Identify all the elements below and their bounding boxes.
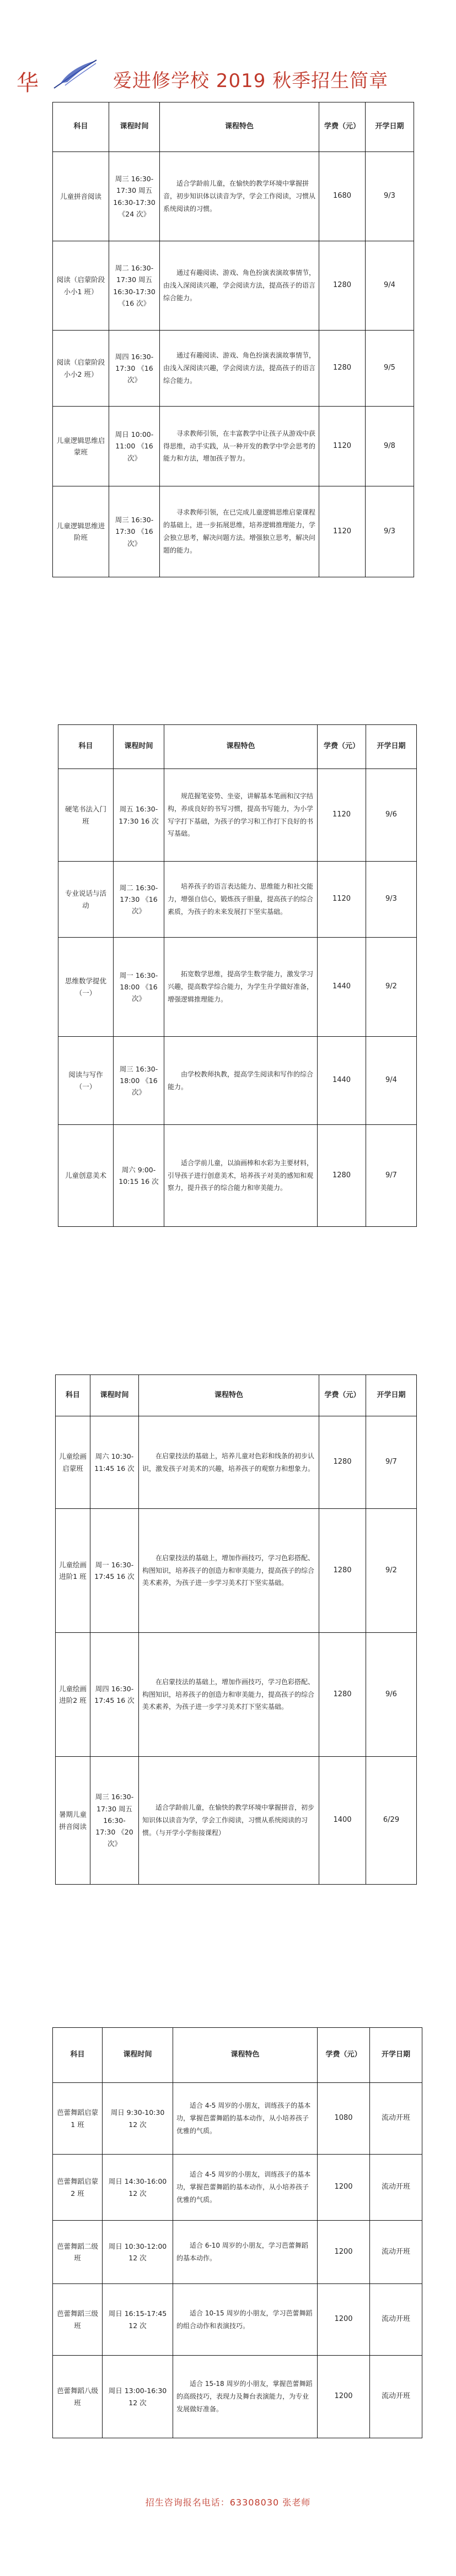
course-feature: 培养孩子的语言表达能力、思维能力和社交能力，增强自信心，锻炼孩子胆量，提高孩子的综合素质，为孩子的未来发展打下坚实基础。 (164, 862, 318, 938)
course-time: 周三 16:30-17:30 周五 16:30-17:30 《20 次》 (90, 1757, 139, 1885)
course-fee: 1280 (318, 1125, 366, 1227)
course-feature: 拓宽数学思维，提高学生数学能力，激发学习兴趣，提高数学综合能力，为学生升学做好准备，增强逻辑推理能力。 (164, 938, 318, 1037)
course-feature: 适合学龄前儿童，在愉快的教学环境中掌握拼音，初步知识体以读音为学，学会工作阅读，习惯从系统阅读的习惯。（与开学小学衔接课程） (139, 1757, 319, 1885)
table-row (53, 241, 414, 331)
course-feature: 适合 4-5 周岁的小朋友，训练孩子的基本功，掌握芭蕾舞蹈的基本动作，从小培养孩子优雅的气质。 (173, 2155, 318, 2221)
table-row (56, 1509, 417, 1633)
course-fee: 1120 (319, 407, 366, 486)
course-time: 周一 16:30-18:00 《16 次》 (114, 938, 164, 1037)
course-time: 周三 16:30-17:30 周五 16:30-17:30 《24 次》 (109, 152, 160, 241)
course-time: 周六 10:30-11:45 16 次 (90, 1416, 139, 1509)
school-logo-char: 华 (17, 71, 39, 96)
course-start: 6/29 (366, 1757, 417, 1885)
course-subject: 阅读（启蒙阶段小小2 班） (53, 331, 109, 407)
header-fee: 学费（元） (318, 725, 366, 769)
table-row (56, 1633, 417, 1757)
table-row (58, 769, 417, 862)
course-start: 9/7 (366, 1125, 417, 1227)
course-feature: 在启蒙技法的基础上，培养儿童对色彩和线条的初步认识，激发孩子对美术的兴趣，培养孩子的观察力和想象力。 (139, 1416, 319, 1509)
course-subject: 儿童逻辑思维进阶班 (53, 486, 109, 577)
course-fee: 1280 (319, 331, 366, 407)
header-time: 课程时间 (109, 102, 160, 152)
header-feature: 课程特色 (173, 2028, 318, 2083)
course-time: 周日 16:15-17:45 12 次 (103, 2284, 173, 2356)
course-subject: 专业说话与活动 (58, 862, 114, 938)
course-subject: 儿童创意美术 (58, 1125, 114, 1227)
table-row (53, 2083, 422, 2155)
course-subject: 儿童逻辑思维启蒙班 (53, 407, 109, 486)
course-start: 9/5 (366, 331, 414, 407)
course-feature: 通过有趣阅读、游戏、角色扮演表演故事情节，由浅入深阅读兴趣，学会阅读方法，提高孩子的语言综合能力。 (160, 331, 319, 407)
table-row (58, 862, 417, 938)
table-header-row (56, 1375, 417, 1416)
page-header (0, 58, 456, 96)
course-start: 流动开班 (370, 2155, 422, 2221)
course-feature: 适合 10-15 周岁的小朋友，学习芭蕾舞蹈的组合动作和表演技巧。 (173, 2284, 318, 2356)
course-table-1 (52, 102, 414, 577)
header-time: 课程时间 (114, 725, 164, 769)
course-subject: 儿童绘画启蒙班 (56, 1416, 90, 1509)
course-table-2 (58, 724, 417, 1227)
header-subject: 科目 (56, 1375, 90, 1416)
table-header-row (53, 102, 414, 152)
course-start: 9/3 (366, 486, 414, 577)
course-fee: 1200 (318, 2221, 370, 2284)
course-start: 9/2 (366, 1509, 417, 1633)
course-start: 流动开班 (370, 2083, 422, 2155)
course-start: 9/2 (366, 938, 417, 1037)
table-row (58, 1125, 417, 1227)
course-table-3 (55, 1374, 417, 1885)
course-start: 流动开班 (370, 2356, 422, 2438)
table-row (53, 152, 414, 241)
course-subject: 阅读（启蒙阶段小小1 班） (53, 241, 109, 331)
course-time: 周三 16:30-17:30 《16 次》 (109, 486, 160, 577)
course-fee: 1120 (319, 486, 366, 577)
course-subject: 芭蕾舞蹈启蒙2 班 (53, 2155, 103, 2221)
course-time: 周二 16:30-17:30 周五 16:30-17:30 《16 次》 (109, 241, 160, 331)
table-row (58, 1037, 417, 1125)
contact-footer: 招生咨询报名电话：63308030 张老师 (145, 2497, 311, 2508)
course-fee: 1200 (318, 2155, 370, 2221)
course-start: 流动开班 (370, 2284, 422, 2356)
course-feature: 由学校教师执教，提高学生阅读和写作的综合能力。 (164, 1037, 318, 1125)
course-time: 周三 16:30-18:00 《16 次》 (114, 1037, 164, 1125)
table-row (53, 2155, 422, 2221)
course-fee: 1200 (318, 2356, 370, 2438)
course-start: 9/4 (366, 241, 414, 331)
course-fee: 1680 (319, 152, 366, 241)
table-row (53, 2284, 422, 2356)
header-start: 开学日期 (370, 2028, 422, 2083)
course-fee: 1080 (318, 2083, 370, 2155)
course-start: 流动开班 (370, 2221, 422, 2284)
course-subject: 儿童绘画进阶1 班 (56, 1509, 90, 1633)
course-table-4 (52, 2027, 422, 2438)
header-feature: 课程特色 (160, 102, 319, 152)
course-fee: 1120 (318, 769, 366, 862)
course-fee: 1280 (319, 1633, 366, 1757)
course-subject: 儿童拼音阅读 (53, 152, 109, 241)
course-start: 9/8 (366, 407, 414, 486)
course-feature: 适合学前儿童，以油画棒和水彩为主要材料，引导孩子进行创意美术，培养孩子对美的感知和观察力，提升孩子的综合能力和审美能力。 (164, 1125, 318, 1227)
header-fee: 学费（元） (318, 2028, 370, 2083)
course-subject: 硬笔书法入门班 (58, 769, 114, 862)
course-subject: 芭蕾舞蹈八级班 (53, 2356, 103, 2438)
course-feature: 在启蒙技法的基础上，增加作画技巧，学习色彩搭配、构图知识，培养孩子的创造力和审美能力，提高孩子的综合美术素养，为孩子进一步学习美术打下坚实基础。 (139, 1509, 319, 1633)
course-start: 9/6 (366, 1633, 417, 1757)
table-row (53, 486, 414, 577)
course-time: 周二 16:30-17:30 《16 次》 (114, 862, 164, 938)
course-time: 周日 14:30-16:00 12 次 (103, 2155, 173, 2221)
table-header-row (53, 2028, 422, 2083)
header-start: 开学日期 (366, 102, 414, 152)
course-fee: 1280 (319, 241, 366, 331)
course-start: 9/6 (366, 769, 417, 862)
course-fee: 1120 (318, 862, 366, 938)
course-start: 9/3 (366, 152, 414, 241)
table-header-row (58, 725, 417, 769)
table-row (56, 1416, 417, 1509)
course-start: 9/7 (366, 1416, 417, 1509)
table-row (53, 2356, 422, 2438)
table-row (53, 2221, 422, 2284)
course-time: 周一 16:30-17:45 16 次 (90, 1509, 139, 1633)
course-time: 周四 16:30-17:30 《16 次》 (109, 331, 160, 407)
course-fee: 1280 (319, 1416, 366, 1509)
course-subject: 思维数学提优（一） (58, 938, 114, 1037)
header-subject: 科目 (58, 725, 114, 769)
course-fee: 1280 (319, 1509, 366, 1633)
header-time: 课程时间 (103, 2028, 173, 2083)
course-time: 周日 10:30-12:00 12 次 (103, 2221, 173, 2284)
header-start: 开学日期 (366, 725, 417, 769)
header-feature: 课程特色 (139, 1375, 319, 1416)
header-subject: 科目 (53, 102, 109, 152)
header-time: 课程时间 (90, 1375, 139, 1416)
header-fee: 学费（元） (319, 102, 366, 152)
course-start: 9/4 (366, 1037, 417, 1125)
course-feature: 规范握笔姿势、坐姿，讲解基本笔画和汉字结构，养成良好的书写习惯，提高书写能力，为小学写字打下基础，为孩子的学习和工作打下良好的书写基础。 (164, 769, 318, 862)
course-subject: 芭蕾舞蹈二级班 (53, 2221, 103, 2284)
course-time: 周五 16:30-17:30 16 次 (114, 769, 164, 862)
course-fee: 1200 (318, 2284, 370, 2356)
course-fee: 1400 (319, 1757, 366, 1885)
table-row (56, 1757, 417, 1885)
course-feature: 寻求教师引领，在丰富教学中让孩子从游戏中获得思维，动手实践，从一种开发的教学中学会思考的能力和方法，增加孩子智力。 (160, 407, 319, 486)
table-row (53, 407, 414, 486)
course-time: 周日 9:30-10:30 12 次 (103, 2083, 173, 2155)
course-feature: 适合 4-5 周岁的小朋友，训练孩子的基本功，掌握芭蕾舞蹈的基本动作，从小培养孩子优雅的气质。 (173, 2083, 318, 2155)
header-subject: 科目 (53, 2028, 103, 2083)
course-feature: 适合学龄前儿童，在愉快的教学环境中掌握拼音，初步知识体以读音为学，学会工作阅读，习惯从系统阅读的习惯。 (160, 152, 319, 241)
header-fee: 学费（元） (319, 1375, 366, 1416)
course-time: 周日 13:00-16:30 12 次 (103, 2356, 173, 2438)
course-feature: 在启蒙技法的基础上，增加作画技巧，学习色彩搭配、构图知识，培养孩子的创造力和审美能力，提高孩子的综合美术素养，为孩子进一步学习美术打下坚实基础。 (139, 1633, 319, 1757)
course-subject: 儿童绘画进阶2 班 (56, 1633, 90, 1757)
course-feature: 寻求教师引领，在已完成儿童逻辑思维启蒙课程的基础上，进一步拓展思维，培养逻辑推理能力，学会独立思考，解决问题方法。增强独立思考，解决问题的能力。 (160, 486, 319, 577)
course-subject: 暑期儿童拼音阅读 (56, 1757, 90, 1885)
course-feature: 适合 15-18 周岁的小朋友，掌握芭蕾舞蹈的高级技巧，表现力及舞台表演能力，为专业发展做好准备。 (173, 2356, 318, 2438)
table-row (53, 331, 414, 407)
page-title: 爱进修学校 2019 秋季招生简章 (113, 70, 389, 92)
header-start: 开学日期 (366, 1375, 417, 1416)
feather-icon (50, 58, 99, 91)
course-subject: 芭蕾舞蹈启蒙1 班 (53, 2083, 103, 2155)
course-start: 9/3 (366, 862, 417, 938)
course-subject: 芭蕾舞蹈三级班 (53, 2284, 103, 2356)
course-fee: 1440 (318, 938, 366, 1037)
course-time: 周日 10:00-11:00 《16 次》 (109, 407, 160, 486)
course-fee: 1440 (318, 1037, 366, 1125)
course-subject: 阅读与写作（一） (58, 1037, 114, 1125)
course-feature: 适合 6-10 周岁的小朋友，学习芭蕾舞蹈的基本动作。 (173, 2221, 318, 2284)
course-feature: 通过有趣阅读、游戏、角色扮演表演故事情节，由浅入深阅读兴趣，学会阅读方法，提高孩子的语言综合能力。 (160, 241, 319, 331)
header-feature: 课程特色 (164, 725, 318, 769)
course-time: 周四 16:30-17:45 16 次 (90, 1633, 139, 1757)
course-time: 周六 9:00-10:15 16 次 (114, 1125, 164, 1227)
table-row (58, 938, 417, 1037)
